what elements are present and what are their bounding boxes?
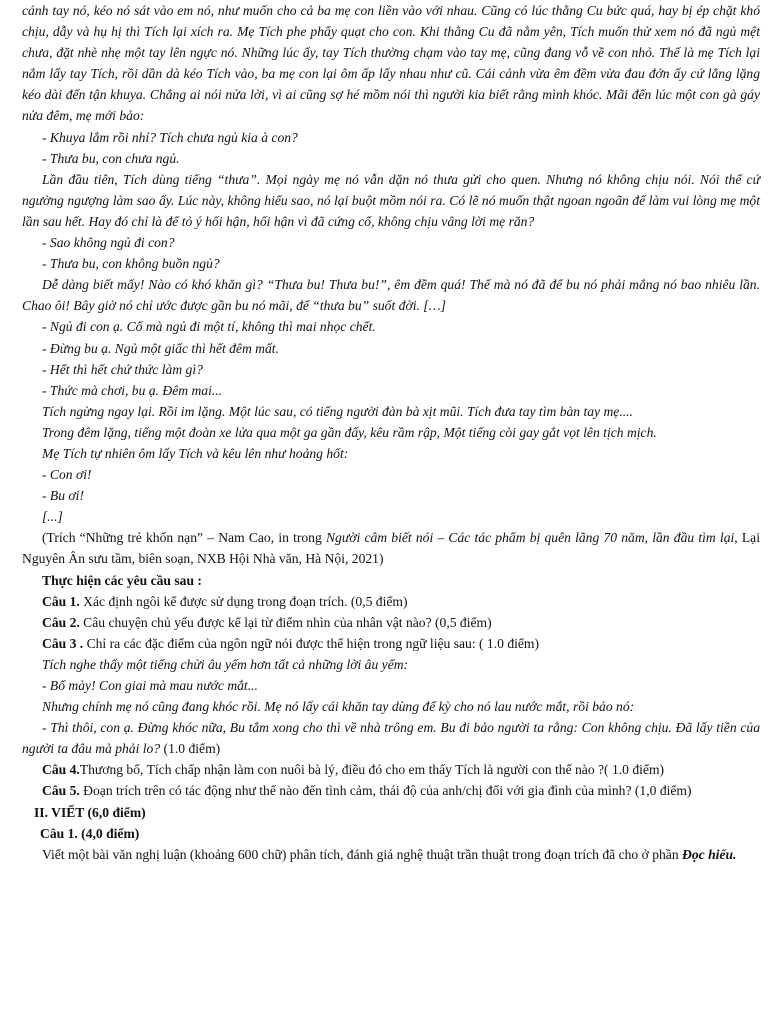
question-3 — [22, 633, 760, 654]
question-text: Chỉ ra các đặc điểm của ngôn ngữ nói được thể hiện trong ngữ liệu sau: ( 1.0 điểm) — [83, 635, 540, 651]
dialogue-line: - Con ơi! — [42, 467, 92, 483]
source-suffix: Lại Nguyên Ân sưu tầm, biên soạn, NXB Hội Nhà văn, Hà Nội, 2021) — [22, 530, 760, 567]
question-label: Câu 3 . — [42, 635, 84, 651]
dialogue-line: - Thức mà chơi, bu ạ. Đêm mai... — [42, 382, 223, 398]
dialogue-line: - Sao không ngủ đi con? — [42, 235, 175, 251]
source-prefix: (Trích “Những trẻ khốn nạn” – Nam Cao, in trong — [42, 530, 326, 546]
excerpt-paragraph: Mẹ Tích tự nhiên ôm lấy Tích và kêu lên như hoảng hốt: — [42, 445, 349, 461]
excerpt-paragraph: Trong đêm lặng, tiếng một đoàn xe lửa qua một ga gần đấy, kêu rầm rập, Một tiếng còi gay gắt vọt lên tịch mịch. — [42, 424, 657, 440]
question-1 — [22, 591, 760, 612]
question-text: Câu chuyện chủ yếu được kể lại từ điểm nhìn của nhân vật nào? (0,5 điểm) — [79, 614, 492, 630]
writing-prompt: Viết một bài văn nghị luận (khoảng 600 chữ) phân tích, đánh giá nghệ thuật trần thuật trong đoạn trích đã cho ở phần — [42, 846, 683, 862]
dialogue-line: - Thưa bu, con không buồn ngủ? — [42, 256, 220, 272]
dialogue-line: - Hết thì hết chứ thức làm gì? — [42, 361, 203, 377]
question-points: (1.0 điểm) — [160, 741, 221, 757]
question-3-quote: Nhưng chính mẹ nó cũng đang khóc rồi. Mẹ nó lấy cái khăn tay dùng để kỳ cho nó lau nước mắt, rồi bảo nó: — [42, 699, 635, 715]
excerpt-paragraph: Lần đầu tiên, Tích dùng tiếng “thưa”. Mọi ngày mẹ nó vẫn dặn nó thưa gửi cho quen. Nhưng nó không chịu nói. Nói thế cứ ngường ngượng làm sao ấy. Lúc này, không hiểu sao, nó lại buột mồm nói ra. Có lẽ nó muốn thật ngoan ngoãn để làm vui lòng mẹ một lần sau hết. Hay đó chỉ là để tỏ ý hối hận, hối hận vì đã cứng cổ, không chịu vâng lời mẹ răn? — [22, 171, 760, 229]
dialogue-line: - Đừng bu ạ. Ngủ một giấc thì hết đêm mất. — [42, 340, 279, 356]
question-text: Đoạn trích trên có tác động như thế nào đến tình cảm, thái độ của anh/chị đối với gia đình của mình? (1,0 điểm) — [79, 783, 692, 799]
question-5 — [22, 780, 760, 801]
question-2 — [22, 612, 760, 633]
ellipsis-marker: [...] — [42, 509, 63, 525]
writing-question-heading: Câu 1. (4,0 điểm) — [40, 825, 140, 841]
source-book-title: Người câm biết nói – Các tác phẩm bị quên lãng 70 năm, lần đầu tìm lại, — [325, 530, 738, 546]
question-3-quote: Tích nghe thấy một tiếng chửi âu yếm hơn tất cả những lời âu yếm: — [42, 656, 409, 672]
question-3-quote: - Bố mày! Con giai mà mau nước mắt... — [42, 678, 258, 693]
writing-section-heading: II. VIẾT (6,0 điểm) — [34, 804, 146, 820]
excerpt-paragraph: Tích ngừng ngay lại. Rồi im lặng. Một lúc sau, có tiếng người đàn bà xịt mũi. Tích đưa tay tìm bàn tay mẹ.... — [42, 403, 633, 419]
dialogue-line: - Bu ơi! — [42, 488, 84, 504]
dialogue-line: - Khuya lắm rồi nhỉ? Tích chưa ngủ kia à con? — [42, 129, 298, 145]
quote-text: - Thì thôi, con ạ. Đừng khóc nữa, Bu tắm xong cho thì về nhà trông em. Bu đi bảo người ta rằng: Con không chịu. Đã lấy tiền của người ta đâu mà phải lo? — [22, 720, 760, 757]
writing-reference: Đọc hiểu. — [682, 846, 737, 862]
document-page — [22, 0, 760, 865]
writing-question-text — [22, 844, 760, 865]
question-text: Thương bố, Tích chấp nhận làm con nuôi bà lý, điều đó cho em thấy Tích là người con thế nào ?( 1.0 điểm) — [79, 762, 665, 778]
question-text: Xác định ngôi kể được sử dụng trong đoạn trích. (0,5 điểm) — [79, 593, 408, 609]
dialogue-line: - Ngủ đi con ạ. Cố mà ngủ đi một tí, không thì mai nhọc chết. — [42, 319, 376, 335]
question-label: Câu 1. — [42, 593, 80, 609]
source-citation — [22, 527, 760, 569]
question-3-quote — [22, 717, 760, 759]
question-label: Câu 5. — [42, 783, 80, 799]
excerpt-paragraph: cánh tay nó, kéo nó sát vào em nó, như muốn cho cả ba mẹ con liền vào với nhau. Cũng có lúc thằng Cu bức quá, hay bị ép chặt khó chịu, dẫy và hụ hị thì Tích lại xích ra. Mẹ Tích phe phẩy quạt cho con. Khi thằng Cu đã nằm yên, Tích muốn thử xem nó đã ngủ mệt chưa, đặt nhè nhẹ một tay lên ngực nó. Những lúc ấy, tay Tích thường chạm vào tay mẹ, cũng đang vỗ về con nhỏ. Thế là mẹ Tích lại nắm lấy tay Tích, rồi dần dà kéo Tích vào, ba mẹ con lại ôm ấp lấy nhau như cũ. Cái cảnh vừa êm đềm vừa đau đớn ấy cứ lẳng lặng kéo dài đến tận khuya. Chẳng ai nói nửa lời, vì ai cũng sợ hé mồm nói thì người kia biết rằng mình khóc. Mãi đến lúc một con gà gáy nửa đêm, mẹ mới bảo: — [22, 3, 760, 124]
excerpt-paragraph: Dễ dàng biết mấy! Nào có khó khăn gì? “Thưa bu! Thưa bu!”, êm đềm quá! Thế mà nó đã để bu nó phải mắng nó bao nhiêu lần. Chao ôi! Bây giờ nó chỉ ước được gần bu nó mãi, để “thưa bu” suốt đời. […] — [22, 277, 760, 314]
question-label: Câu 4. — [42, 762, 80, 778]
question-label: Câu 2. — [42, 614, 80, 630]
dialogue-line: - Thưa bu, con chưa ngủ. — [42, 150, 180, 166]
tasks-heading: Thực hiện các yêu cầu sau : — [42, 572, 202, 588]
question-4 — [22, 759, 760, 780]
